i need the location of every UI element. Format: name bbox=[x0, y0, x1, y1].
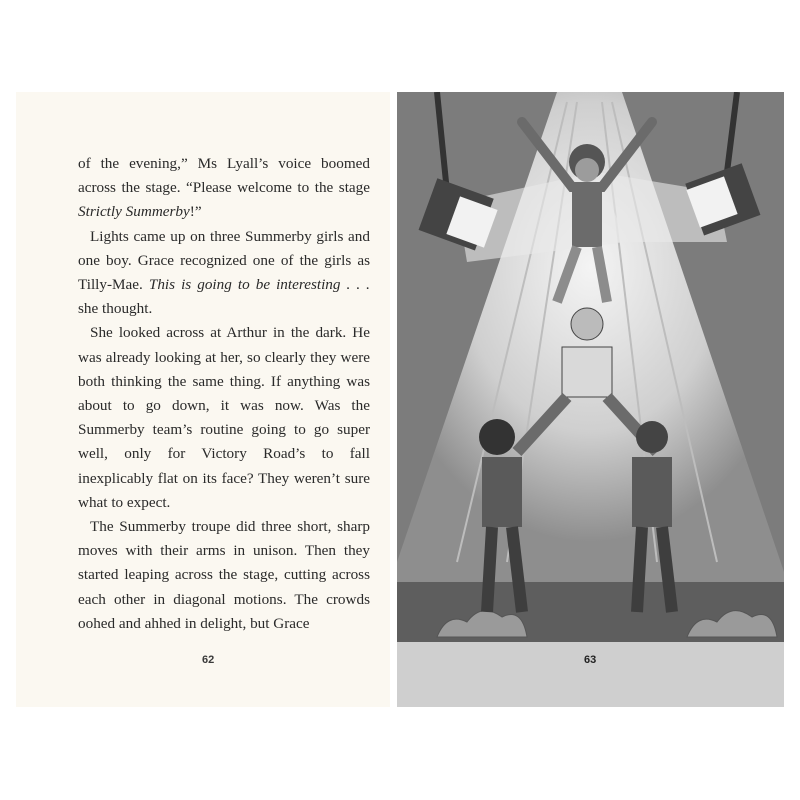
page-number-left: 62 bbox=[202, 654, 215, 666]
left-page bbox=[16, 92, 390, 707]
stage-front bbox=[397, 642, 784, 707]
paragraph-4: The Summerby troupe did three short, sharp moves with their arms in unison. Then they started leaping across the stage, cutting across each other in diagonal motions. The crowds oohed and ahhed in delight, but Grace bbox=[78, 518, 370, 632]
paragraph-3: She looked across at Arthur in the dark. He was already looking at her, so clearly they were both thinking the same thing. If anything was about to go down, it was now. Was the Summerby team’s routine going to go super well, only for Victory Road’s to fall inexplicably flat on its face? They weren’t sure what to expect. bbox=[78, 324, 370, 511]
paragraph-2: Lights came up on three Summerby girls and one boy. Grace recognized one of the girls as Tilly-Mae. This is going to be interesting . . . she thought. bbox=[78, 227, 370, 318]
body-text bbox=[78, 152, 370, 636]
page-number-right: 63 bbox=[584, 654, 597, 666]
paragraph-1: of the evening,” Ms Lyall’s voice boomed across the stage. “Please welcome to the stage Strictly Summerby!” bbox=[78, 155, 370, 221]
cheerleader-pyramid-illustration bbox=[397, 92, 784, 707]
right-page bbox=[397, 92, 784, 707]
